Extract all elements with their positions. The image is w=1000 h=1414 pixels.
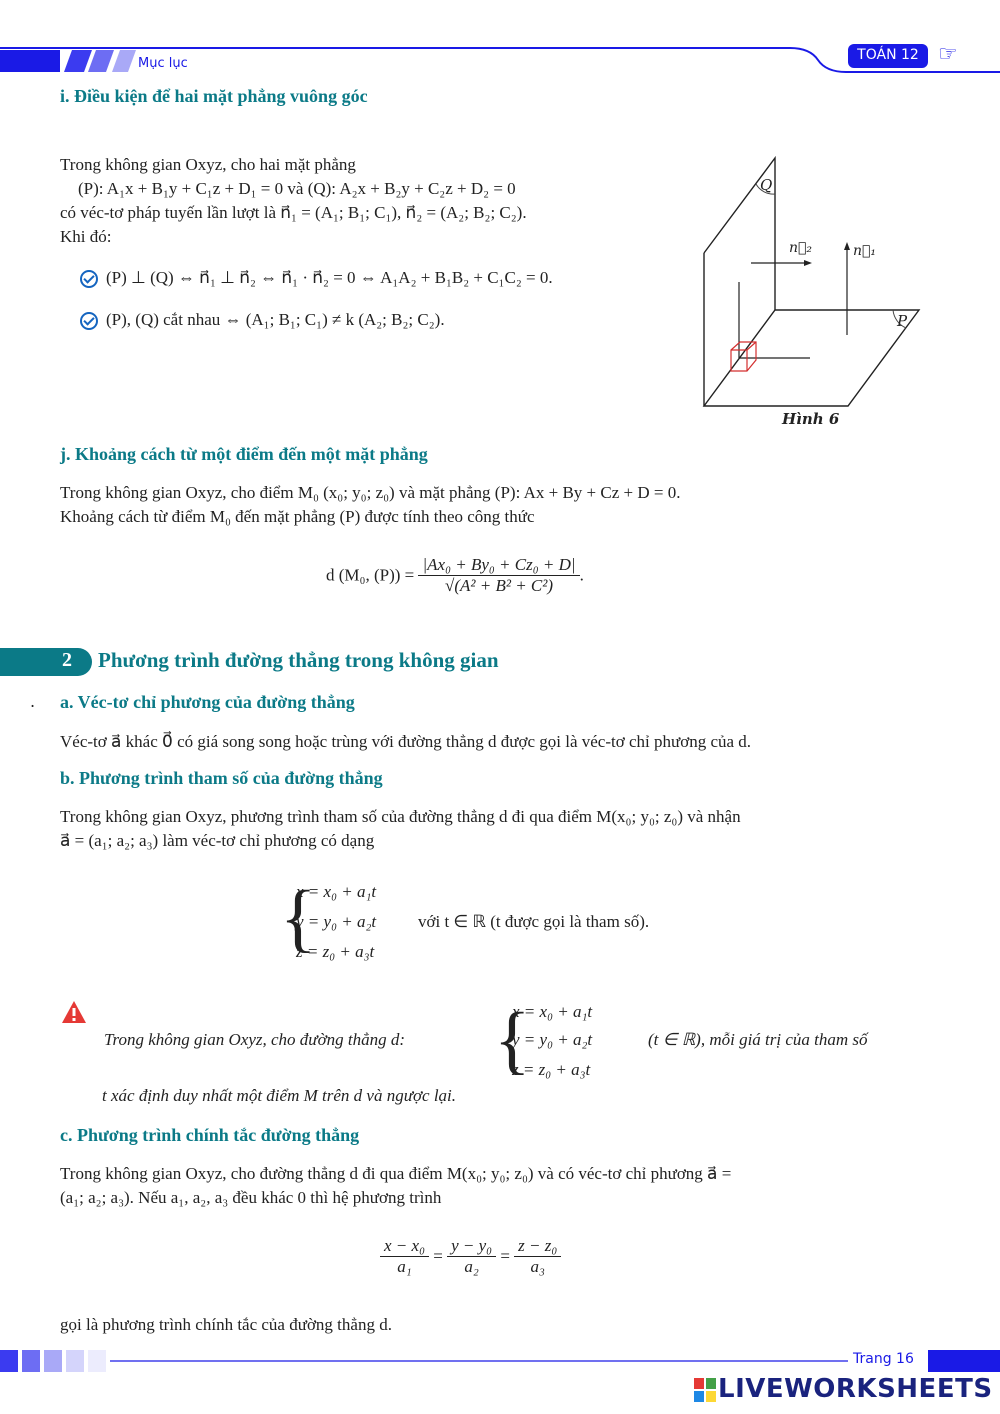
- section-number: 2: [62, 649, 72, 671]
- check-circle-icon: [80, 312, 98, 330]
- subject-badge: TOÁN 12: [857, 47, 919, 63]
- heading-i: i. Điều kiện để hai mặt phẳng vuông góc: [60, 86, 368, 106]
- section-c-line3: gọi là phương trình chính tắc của đường thẳng d.: [60, 1315, 392, 1334]
- fraction-z-den: a₃: [530, 1257, 545, 1276]
- warning-left-brace: {: [494, 998, 531, 1082]
- bullet-text-2: (P), (Q) cắt nhau ⇔ (A₁; B₁; C₁) ≠ k (A₂; B₂; C₂).: [106, 310, 445, 329]
- section-i-line2: (P): A₁x + B₁y + C₁z + D₁ = 0 và (Q): A₂x + B₂y + C₂z + D₂ = 0: [78, 179, 516, 198]
- fraction-z: [514, 1236, 561, 1277]
- liveworksheets-logo-icon: [694, 1378, 716, 1406]
- muc-luc-link[interactable]: Mục lục: [138, 56, 188, 71]
- warning-post: (t ∈ ℝ), mỗi giá trị của tham số: [648, 1030, 868, 1049]
- bullet-text-1: (P) ⊥ (Q) ⇔ n⃗₁ ⊥ n⃗₂ ⇔ n⃗₁ · n⃗₂ = 0 ⇔ A₁A₂ + B₁B₂ + C₁C₂ = 0.: [106, 268, 553, 287]
- fraction-x-num: x − x₀: [380, 1236, 429, 1257]
- bullet-item-2: [80, 308, 445, 332]
- canonical-equation: [380, 1236, 561, 1277]
- label-n2: n⃗₂: [789, 240, 813, 256]
- page-number: Trang 16: [853, 1351, 914, 1367]
- section-c-line1: Trong không gian Oxyz, cho đường thẳng d đi qua điểm M(x₀; y₀; z₀) và có véc-tơ chỉ phương a⃗ =: [60, 1164, 732, 1183]
- left-brace: {: [280, 876, 317, 960]
- label-Q: Q: [760, 176, 773, 194]
- section-j-line2: Khoảng cách từ điểm M₀ đến mặt phẳng (P) được tính theo công thức: [60, 507, 535, 526]
- brand-wordmark: LIVEWORKSHEETS: [718, 1374, 993, 1404]
- heading-j: j. Khoảng cách từ một điểm đến một mặt phẳng: [60, 444, 428, 464]
- system-eq-z: z = z₀ + a₃t: [296, 942, 375, 961]
- label-P: P: [897, 312, 908, 330]
- pointing-hand-icon: ☞: [938, 42, 958, 67]
- formula-fraction: [418, 555, 579, 596]
- section-i-line4: Khi đó:: [60, 227, 112, 246]
- section-2-bar: [0, 648, 92, 676]
- heading-a: a. Véc-tơ chỉ phương của đường thẳng: [60, 692, 355, 712]
- parametric-system: [280, 878, 730, 974]
- warning-eq-x: x = x₀ + a₁t: [512, 1002, 593, 1021]
- formula-end: .: [579, 565, 584, 585]
- formula-lhs: d (M₀, (P)) =: [326, 565, 415, 585]
- warning-triangle-icon: [61, 1000, 87, 1028]
- section-c-line2: (a₁; a₂; a₃). Nếu a₁, a₂, a₃ đều khác 0 thì hệ phương trình: [60, 1188, 442, 1207]
- warning-eq-z: z = z₀ + a₃t: [512, 1060, 591, 1079]
- fraction-x-den: a₁: [397, 1257, 412, 1276]
- warning-box: [104, 998, 934, 1118]
- label-n1: n⃗₁: [853, 243, 877, 259]
- fraction-y: [447, 1236, 496, 1277]
- footer: [0, 1340, 1000, 1414]
- warning-eq-y: y = y₀ + a₂t: [512, 1030, 593, 1049]
- check-circle-icon: [80, 270, 98, 288]
- equals-sign: =: [500, 1246, 510, 1266]
- warning-pre: Trong không gian Oxyz, cho đường thẳng d:: [104, 1030, 406, 1049]
- distance-formula: [326, 555, 584, 596]
- section-i-line1: Trong không gian Oxyz, cho hai mặt phẳng: [60, 155, 356, 174]
- formula-numerator: |Ax₀ + By₀ + Cz₀ + D|: [418, 555, 579, 576]
- fraction-x: [380, 1236, 429, 1277]
- fraction-y-den: a₂: [464, 1257, 479, 1276]
- warning-line2: t xác định duy nhất một điểm M trên d và ngược lại.: [102, 1086, 457, 1105]
- formula-denominator: √(A² + B² + C²): [445, 576, 554, 595]
- fraction-y-num: y − y₀: [447, 1236, 496, 1257]
- figure-caption: Hình 6: [782, 410, 840, 428]
- fraction-z-num: z − z₀: [514, 1236, 561, 1257]
- system-eq-y: y = y₀ + a₂t: [296, 912, 377, 931]
- stray-dot: .: [30, 692, 36, 711]
- heading-c: c. Phương trình chính tắc đường thẳng: [60, 1125, 360, 1145]
- figure-hinh-6: [696, 150, 936, 440]
- heading-b: b. Phương trình tham số của đường thẳng: [60, 768, 383, 788]
- bullet-item-1: [80, 266, 553, 290]
- system-eq-x: x = x₀ + a₁t: [296, 882, 377, 901]
- section-title: Phương trình đường thẳng trong không gian: [98, 648, 499, 672]
- section-i-line3: có véc-tơ pháp tuyến lần lượt là n⃗₁ = (A₁; B₁; C₁), n⃗₂ = (A₂; B₂; C₂).: [60, 203, 527, 222]
- section-a-line1: Véc-tơ a⃗ khác 0⃗ có giá song song hoặc trùng với đường thẳng d được gọi là véc-tơ chỉ phương của d.: [60, 732, 752, 751]
- planes-diagram: [696, 150, 936, 440]
- section-b-line1: Trong không gian Oxyz, phương trình tham số của đường thẳng d đi qua điểm M(x₀; y₀; z₀) và nhận: [60, 807, 741, 826]
- equals-sign: =: [433, 1246, 443, 1266]
- section-b-line2: a⃗ = (a₁; a₂; a₃) làm véc-tơ chỉ phương có dạng: [60, 831, 375, 850]
- system-note: với t ∈ ℝ (t được gọi là tham số).: [418, 912, 650, 931]
- header: [0, 0, 1000, 80]
- section-j-line1: Trong không gian Oxyz, cho điểm M₀ (x₀; y₀; z₀) và mặt phẳng (P): Ax + By + Cz + D = 0.: [60, 483, 681, 502]
